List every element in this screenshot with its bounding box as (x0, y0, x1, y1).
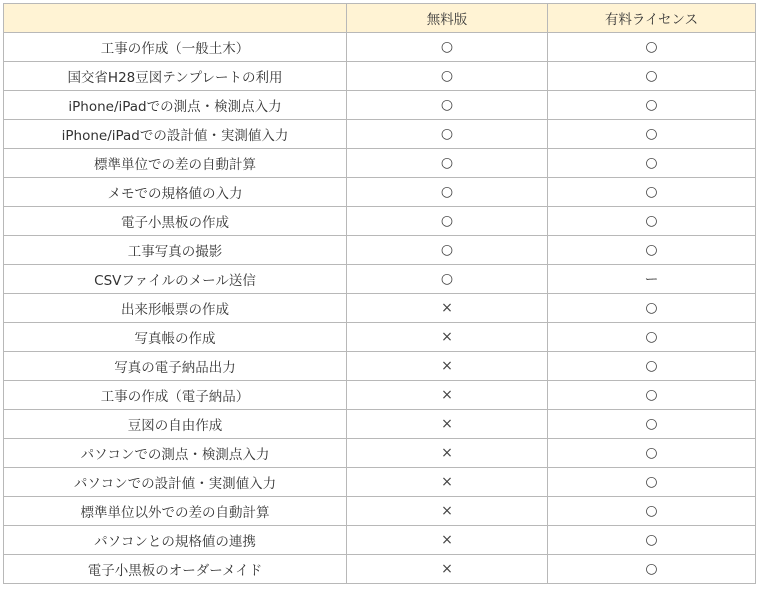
feature-cell: 標準単位以外での差の自動計算 (4, 497, 347, 526)
table-row (4, 294, 756, 323)
feature-cell: 標準単位での差の自動計算 (4, 149, 347, 178)
free-availability-cell: × (347, 439, 548, 468)
free-availability-cell: ○ (347, 33, 548, 62)
free-availability-cell: × (347, 468, 548, 497)
paid-availability-cell: ○ (548, 526, 756, 555)
table-row (4, 323, 756, 352)
feature-cell: 工事写真の撮影 (4, 236, 347, 265)
table-row (4, 207, 756, 236)
paid-availability-cell: ○ (548, 323, 756, 352)
table-row (4, 526, 756, 555)
table-row (4, 33, 756, 62)
feature-cell: パソコンでの測点・検測点入力 (4, 439, 347, 468)
free-version-column-header: 無料版 (347, 4, 548, 33)
feature-cell: パソコンとの規格値の連携 (4, 526, 347, 555)
paid-availability-cell: ○ (548, 468, 756, 497)
table-body (4, 33, 756, 584)
paid-license-column-header: 有料ライセンス (548, 4, 756, 33)
feature-cell: 国交省H28豆図テンプレートの利用 (4, 62, 347, 91)
free-availability-cell: ○ (347, 178, 548, 207)
paid-availability-cell: ○ (548, 439, 756, 468)
paid-availability-cell: ○ (548, 294, 756, 323)
feature-cell: 写真の電子納品出力 (4, 352, 347, 381)
free-availability-cell: ○ (347, 120, 548, 149)
table-row (4, 497, 756, 526)
feature-cell: 出来形帳票の作成 (4, 294, 347, 323)
table-row (4, 439, 756, 468)
paid-availability-cell: ○ (548, 497, 756, 526)
paid-availability-cell: ○ (548, 381, 756, 410)
free-availability-cell: × (347, 555, 548, 584)
paid-availability-cell: ○ (548, 149, 756, 178)
free-availability-cell: ○ (347, 91, 548, 120)
paid-availability-cell: ○ (548, 91, 756, 120)
feature-cell: パソコンでの設計値・実測値入力 (4, 468, 347, 497)
license-comparison-table (3, 3, 756, 584)
table-row (4, 410, 756, 439)
free-availability-cell: ○ (347, 265, 548, 294)
table-row (4, 149, 756, 178)
free-availability-cell: × (347, 381, 548, 410)
feature-cell: 工事の作成（一般土木） (4, 33, 347, 62)
free-availability-cell: ○ (347, 149, 548, 178)
free-availability-cell: × (347, 526, 548, 555)
table-row (4, 468, 756, 497)
table-row (4, 91, 756, 120)
paid-availability-cell: ○ (548, 120, 756, 149)
feature-cell: iPhone/iPadでの設計値・実測値入力 (4, 120, 347, 149)
free-availability-cell: × (347, 497, 548, 526)
feature-cell: 電子小黒板のオーダーメイド (4, 555, 347, 584)
paid-availability-cell: ○ (548, 410, 756, 439)
paid-availability-cell: ○ (548, 178, 756, 207)
feature-cell: CSVファイルのメール送信 (4, 265, 347, 294)
free-availability-cell: × (347, 352, 548, 381)
free-availability-cell: ○ (347, 207, 548, 236)
free-availability-cell: × (347, 294, 548, 323)
table-row (4, 178, 756, 207)
table-row (4, 381, 756, 410)
feature-cell: メモでの規格値の入力 (4, 178, 347, 207)
table-row (4, 265, 756, 294)
free-availability-cell: × (347, 323, 548, 352)
table-row (4, 120, 756, 149)
free-availability-cell: × (347, 410, 548, 439)
feature-cell: 写真帳の作成 (4, 323, 347, 352)
paid-availability-cell: ○ (548, 555, 756, 584)
table-row (4, 62, 756, 91)
header-row (4, 4, 756, 33)
free-availability-cell: ○ (347, 62, 548, 91)
feature-cell: 工事の作成（電子納品） (4, 381, 347, 410)
table-row (4, 555, 756, 584)
paid-availability-cell: ○ (548, 33, 756, 62)
table-header (4, 4, 756, 33)
feature-cell: 豆図の自由作成 (4, 410, 347, 439)
feature-cell: iPhone/iPadでの測点・検測点入力 (4, 91, 347, 120)
paid-availability-cell: ○ (548, 236, 756, 265)
paid-availability-cell: ○ (548, 207, 756, 236)
paid-availability-cell: ○ (548, 352, 756, 381)
table-row (4, 236, 756, 265)
free-availability-cell: ○ (347, 236, 548, 265)
paid-availability-cell: ー (548, 265, 756, 294)
feature-column-header (4, 4, 347, 33)
paid-availability-cell: ○ (548, 62, 756, 91)
feature-cell: 電子小黒板の作成 (4, 207, 347, 236)
table-row (4, 352, 756, 381)
